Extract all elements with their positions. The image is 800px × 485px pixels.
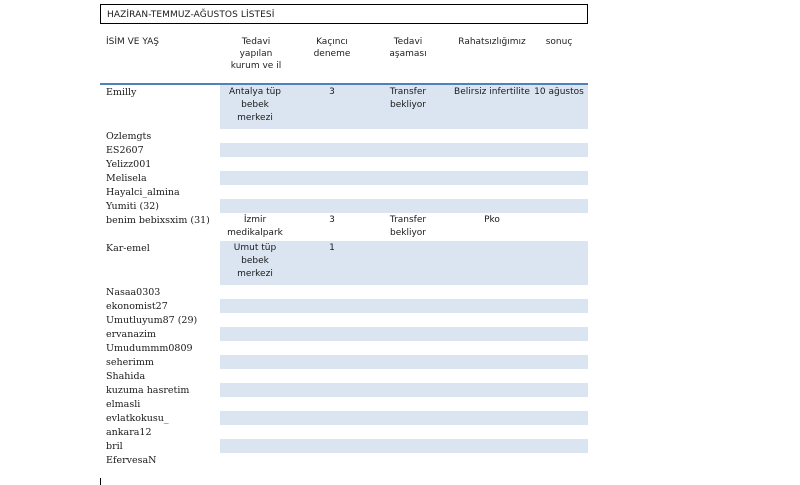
row-name: Yumiti (32): [106, 201, 159, 212]
table-row: [100, 327, 588, 341]
column-header-clinic: Tedavi yapılan kurum ve il: [230, 37, 282, 71]
row-name: ankara12: [106, 427, 152, 438]
row-name: seherimm: [106, 357, 154, 368]
text-cursor: [100, 478, 101, 485]
table-row: [100, 397, 588, 411]
list-title: HAZİRAN-TEMMUZ-AĞUSTOS LİSTESİ: [100, 4, 588, 24]
table-row: [100, 85, 588, 129]
row-name: Kar-emel: [106, 243, 150, 254]
table-row: [100, 439, 588, 453]
row-name: ervanazim: [106, 329, 157, 340]
row-name: Emilly: [106, 87, 137, 98]
column-header-condition: Rahatsızlığımız: [458, 37, 526, 47]
row-clinic: Umut tüp bebek merkezi: [233, 243, 277, 279]
row-name: Hayalci_almina: [106, 187, 180, 198]
table-row: [100, 369, 588, 383]
row-stage: Transfer bekliyor: [389, 215, 427, 238]
row-name: ES2607: [106, 145, 144, 156]
row-attempt: 3: [329, 215, 335, 225]
row-attempt: 1: [329, 243, 335, 253]
row-name: bril: [106, 441, 123, 452]
table-row: [100, 341, 588, 355]
table-row: [100, 185, 588, 199]
table-row: [100, 129, 588, 143]
table-row: [100, 199, 588, 213]
row-clinic: Antalya tüp bebek merkezi: [228, 87, 282, 123]
row-name: Umudummm0809: [106, 343, 193, 354]
row-name: evlatkokusu_: [106, 413, 169, 424]
table-row: [100, 425, 588, 439]
row-name: Nasaa0303: [106, 287, 161, 298]
row-condition: Pko: [484, 215, 500, 225]
table-row: [100, 143, 588, 157]
row-condition: Belirsiz infertilite: [454, 87, 530, 97]
row-name: ekonomist27: [106, 301, 168, 312]
row-name: Ozlemgts: [106, 131, 152, 142]
table-row: [100, 299, 588, 313]
column-header-attempt: Kaçıncı deneme: [313, 37, 351, 59]
table-row: [100, 157, 588, 171]
table-row: [100, 241, 588, 285]
row-clinic: İzmir medikalpark: [227, 215, 283, 238]
table-row: [100, 171, 588, 185]
row-name: elmasli: [106, 399, 141, 410]
row-result: 10 ağustos: [534, 87, 584, 97]
table-body: [100, 85, 588, 467]
document-sheet: [100, 4, 588, 467]
table-row: [100, 313, 588, 327]
column-header-stage: Tedavi aşaması: [389, 37, 427, 59]
table-header: [100, 24, 588, 85]
row-attempt: 3: [329, 87, 335, 97]
table-row: [100, 285, 588, 299]
row-name: Umutluyum87 (29): [106, 315, 198, 326]
table-row: [100, 213, 588, 241]
row-name: Yelizz001: [106, 159, 152, 170]
row-stage: Transfer bekliyor: [389, 87, 427, 110]
row-name: Shahida: [106, 371, 146, 382]
table-row: [100, 453, 588, 467]
row-name: EfervesaN: [106, 455, 157, 466]
table-row: [100, 411, 588, 425]
table-row: [100, 355, 588, 369]
table-row: [100, 383, 588, 397]
column-header-result: sonuç: [545, 37, 573, 47]
row-name: Melisela: [106, 173, 147, 184]
row-name: kuzuma hasretim: [106, 385, 190, 396]
column-header-name: İSİM VE YAŞ: [106, 37, 160, 47]
row-name: benim bebixsxim (31): [106, 215, 210, 226]
